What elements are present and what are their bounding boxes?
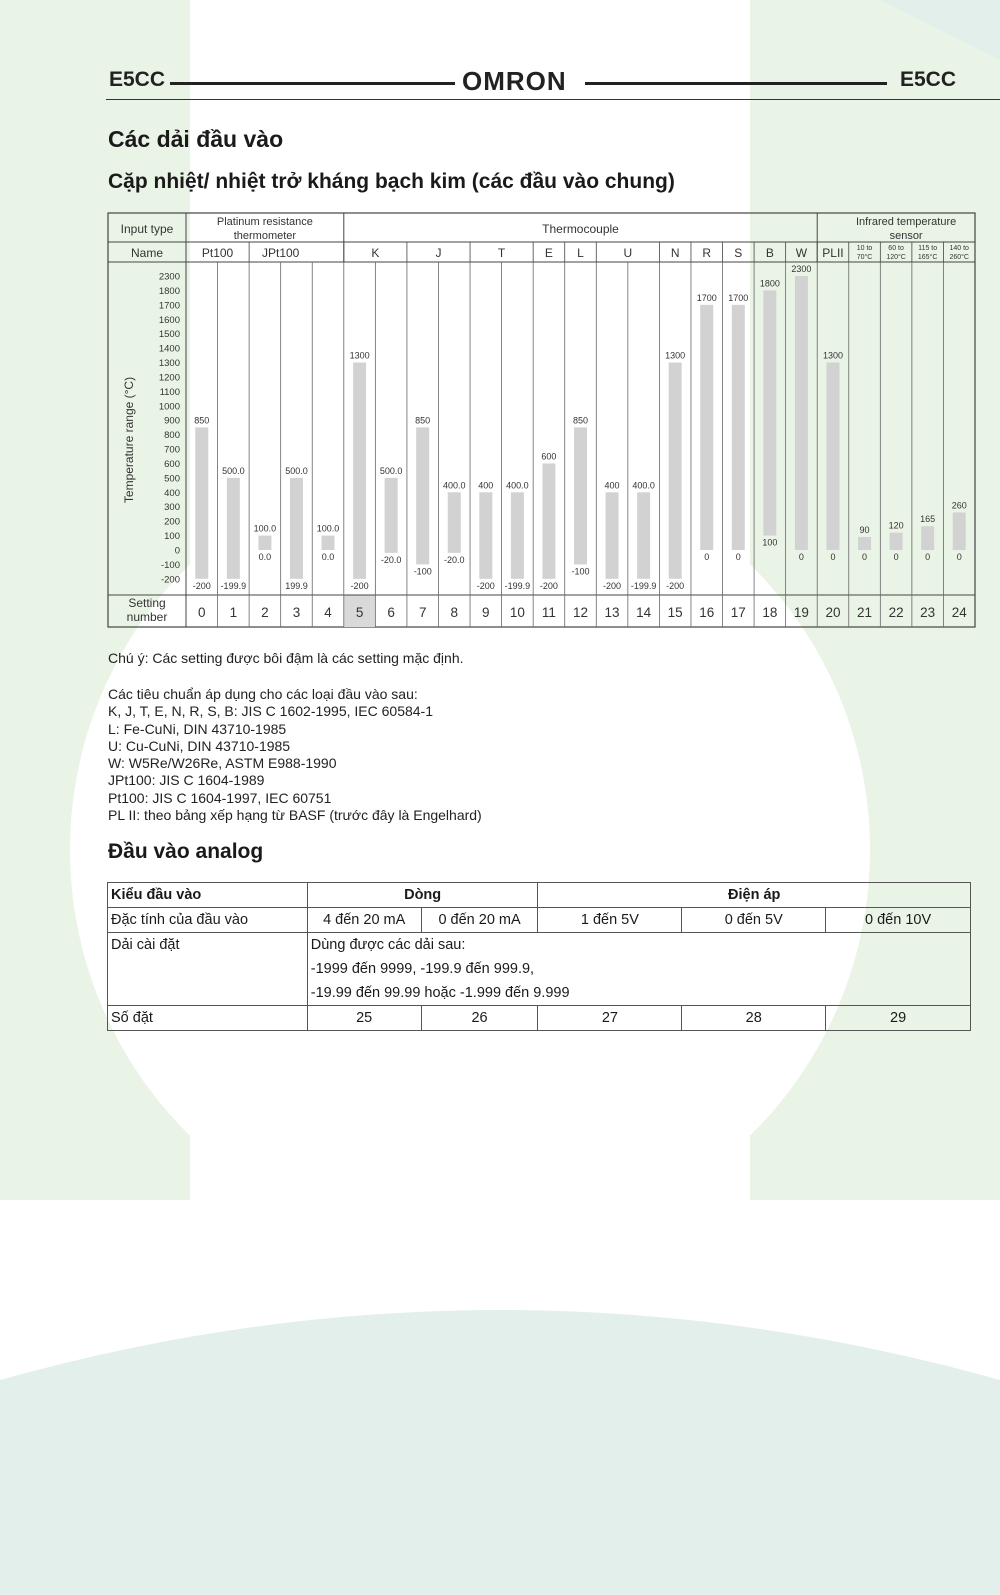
range-line: Dùng được các dải sau: xyxy=(310,937,466,953)
sensor-name: E xyxy=(544,246,553,260)
number-label: Số đặt xyxy=(108,1006,308,1031)
subsection-title: Cặp nhiệt/ nhiệt trở kháng bạch kim (các đầu vào chung) xyxy=(108,170,675,193)
setting-number: 23 xyxy=(920,605,936,620)
sensor-name: J xyxy=(435,246,442,260)
number-cell: 25 xyxy=(307,1006,421,1031)
range-bar xyxy=(795,276,808,550)
bar-max-label: 400 xyxy=(604,480,620,491)
y-tick-label: 100 xyxy=(164,531,180,543)
y-tick-label: 200 xyxy=(164,516,180,528)
y-tick-label: 900 xyxy=(164,415,180,427)
table-row xyxy=(108,908,971,933)
type-label: Kiểu đầu vào xyxy=(108,883,308,908)
range-bar xyxy=(416,427,429,564)
group-platinum-line1: Platinum resistance xyxy=(216,216,313,228)
bar-min-label: 0 xyxy=(704,551,710,562)
standard-line: W: W5Re/W26Re, ASTM E988-1990 xyxy=(108,755,337,772)
setting-number: 0 xyxy=(198,605,206,620)
sensor-name-line2: 70°C xyxy=(856,254,873,261)
bar-max-label: 165 xyxy=(920,514,936,525)
bar-min-label: -200 xyxy=(192,580,211,591)
input-range-chart xyxy=(0,0,1000,640)
bar-min-label: 0 xyxy=(735,551,741,562)
bar-min-label: -200 xyxy=(350,580,369,591)
sensor-name: R xyxy=(702,246,712,260)
y-tick-label: 800 xyxy=(164,430,180,442)
bar-max-label: 1300 xyxy=(349,350,370,361)
bar-max-label: 1700 xyxy=(728,292,749,303)
bar-min-label: 0 xyxy=(798,551,804,562)
omron-logo: OMRON xyxy=(462,66,567,96)
bar-max-label: 500.0 xyxy=(222,465,245,476)
sensor-name: K xyxy=(371,246,380,260)
setting-number: 8 xyxy=(450,605,459,620)
sensor-name: JPt100 xyxy=(262,246,300,260)
char-cell: 4 đến 20 mA xyxy=(307,908,421,933)
char-label: Đặc tính của đầu vào xyxy=(108,908,308,933)
input-type-label: Input type xyxy=(120,222,174,236)
bar-max-label: 1300 xyxy=(822,350,843,361)
bar-max-label: 120 xyxy=(888,520,904,531)
range-bar xyxy=(574,427,587,564)
y-tick-label: 600 xyxy=(164,458,180,470)
range-bar xyxy=(511,492,524,579)
setting-number: 18 xyxy=(762,605,778,620)
sensor-name: S xyxy=(734,246,743,260)
setting-number: 4 xyxy=(324,605,332,620)
bar-min-label: -20.0 xyxy=(444,554,465,565)
bar-max-label: 850 xyxy=(194,415,210,426)
range-bar xyxy=(669,363,682,579)
bar-max-label: 90 xyxy=(859,525,870,536)
bar-min-label: -199.9 xyxy=(220,580,247,591)
sensor-name: U xyxy=(623,246,633,260)
setting-number: 14 xyxy=(636,605,652,620)
bar-min-label: 0 xyxy=(862,551,868,562)
range-bar xyxy=(700,305,713,550)
table-row xyxy=(108,883,971,908)
bar-max-label: 1300 xyxy=(665,350,686,361)
bar-min-label: 199.9 xyxy=(285,580,308,591)
standard-line: U: Cu-CuNi, DIN 43710-1985 xyxy=(108,737,291,754)
range-bar xyxy=(322,536,335,550)
default-setting-note: Chú ý: Các setting được bôi đậm là các setting mặc định. xyxy=(108,650,464,666)
range-bar xyxy=(953,512,966,549)
y-tick-label: 1300 xyxy=(158,358,180,370)
bar-min-label: 0.0 xyxy=(321,551,335,562)
setting-number: 15 xyxy=(667,605,683,620)
sensor-name: W xyxy=(795,246,808,260)
setting-number: 11 xyxy=(541,605,556,620)
y-tick-label: 0 xyxy=(174,545,180,557)
bar-min-label: 100 xyxy=(762,537,778,548)
standard-line: JPt100: JIS C 1604-1989 xyxy=(108,772,265,789)
sensor-name-line1: 140 to xyxy=(949,245,969,252)
sensor-name: T xyxy=(497,246,506,260)
sensor-name: PLII xyxy=(822,246,844,260)
bar-max-label: 100.0 xyxy=(316,523,340,534)
number-cell: 29 xyxy=(826,1006,971,1031)
range-bar xyxy=(826,363,839,550)
bar-max-label: 500.0 xyxy=(379,465,403,476)
setting-number: 12 xyxy=(572,605,589,620)
range-bar xyxy=(858,537,871,550)
range-bar xyxy=(921,526,934,550)
setting-number: 24 xyxy=(951,605,967,620)
bar-min-label: 0 xyxy=(925,551,931,562)
bar-min-label: -20.0 xyxy=(380,554,402,565)
range-bar xyxy=(227,478,240,579)
range-cell xyxy=(307,933,970,1006)
y-tick-label: 1400 xyxy=(158,343,180,355)
sensor-name-line1: 10 to xyxy=(856,245,873,252)
bar-max-label: 400 xyxy=(478,480,494,491)
y-tick-label: 1000 xyxy=(158,401,180,413)
bar-min-label: -200 xyxy=(476,580,495,591)
setting-number: 17 xyxy=(730,605,746,620)
group-infrared-line1: Infrared temperature xyxy=(855,216,957,228)
setting-number: 5 xyxy=(355,605,364,620)
range-bar xyxy=(385,478,398,553)
number-cell: 28 xyxy=(682,1006,826,1031)
y-tick-label: -200 xyxy=(160,574,180,586)
bar-max-label: 1700 xyxy=(696,292,717,303)
sensor-name: B xyxy=(765,246,774,260)
bar-min-label: -200 xyxy=(603,580,622,591)
bar-max-label: 500.0 xyxy=(285,465,308,476)
setting-number: 13 xyxy=(604,605,620,620)
standard-line: L: Fe-CuNi, DIN 43710-1985 xyxy=(108,720,287,737)
sensor-name: L xyxy=(577,246,584,260)
setting-number: 6 xyxy=(387,605,395,620)
range-bar xyxy=(606,492,619,579)
setting-number: 21 xyxy=(857,605,873,620)
number-cell: 26 xyxy=(421,1006,538,1031)
group-infrared-line2: sensor xyxy=(889,230,923,242)
setting-number: 7 xyxy=(418,605,427,620)
bar-min-label: 0 xyxy=(830,551,836,562)
range-label xyxy=(108,933,308,1006)
bar-max-label: 600 xyxy=(541,451,557,462)
bar-max-label: 400.0 xyxy=(506,480,529,491)
standard-line: Pt100: JIS C 1604-1997, IEC 60751 xyxy=(108,789,332,806)
range-bar xyxy=(763,290,776,535)
range-bar xyxy=(258,536,271,550)
current-label: Dòng xyxy=(307,883,538,908)
group-platinum-line2: thermometer xyxy=(233,230,297,242)
bar-min-label: -200 xyxy=(666,580,685,591)
char-cell: 0 đến 10V xyxy=(826,908,971,933)
header-right-model: E5CC xyxy=(899,68,956,91)
y-tick-label: 2300 xyxy=(158,271,180,283)
range-bar xyxy=(195,427,208,578)
range-bar xyxy=(637,492,650,579)
y-tick-label: 1100 xyxy=(159,386,180,398)
bar-max-label: 850 xyxy=(572,415,589,426)
setting-number: 1 xyxy=(229,605,238,620)
setting-label: Setting xyxy=(128,596,166,610)
setting-number: 20 xyxy=(825,605,841,620)
range-bar xyxy=(290,478,303,579)
setting-number: 10 xyxy=(509,605,525,620)
bar-min-label: -200 xyxy=(539,580,558,591)
bar-min-label: 0 xyxy=(956,551,962,562)
range-bar xyxy=(542,463,555,578)
setting-number: 16 xyxy=(699,605,715,620)
range-bar xyxy=(890,533,903,550)
y-tick-label: 300 xyxy=(164,502,180,514)
sensor-name-line2: 165°C xyxy=(917,254,938,261)
bar-min-label: -199.9 xyxy=(630,580,657,591)
y-tick-label: 1500 xyxy=(158,329,180,341)
range-bar xyxy=(448,492,461,553)
table-row xyxy=(108,1006,971,1031)
y-tick-label: 1700 xyxy=(158,300,180,312)
sensor-name-line2: 260°C xyxy=(949,254,969,261)
table-row xyxy=(108,933,971,1006)
y-tick-label: 1800 xyxy=(158,285,180,297)
bar-max-label: 400.0 xyxy=(632,480,655,491)
bar-min-label: 0.0 xyxy=(258,551,272,562)
number-cell: 27 xyxy=(538,1006,682,1031)
range-bar xyxy=(732,305,745,550)
bar-min-label: -199.9 xyxy=(504,580,531,591)
bar-max-label: 850 xyxy=(415,415,431,426)
analog-title: Đầu vào analog xyxy=(108,840,264,863)
standard-line: K, J, T, E, N, R, S, B: JIS C 1602-1995, IEC 60584-1 xyxy=(108,703,434,720)
standard-line: PL II: theo bảng xếp hạng từ BASF (trước đây là Engelhard) xyxy=(108,807,482,824)
sensor-name-line2: 120°C xyxy=(886,254,906,261)
section-title: Các dải đầu vào xyxy=(108,126,284,152)
y-tick-label: -100 xyxy=(160,559,180,571)
bar-max-label: 2300 xyxy=(791,264,812,274)
setting-label: number xyxy=(126,610,168,624)
range-line: -19.99 đến 99.99 hoặc -1.999 đến 9.999 xyxy=(310,985,570,1001)
bar-max-label: 400.0 xyxy=(442,480,466,491)
setting-number: 9 xyxy=(482,605,490,620)
range-line: -1999 đến 9999, -199.9 đến 999.9, xyxy=(310,961,535,977)
y-tick-label: 1200 xyxy=(158,372,180,384)
y-tick-label: 1600 xyxy=(158,314,180,326)
bar-min-label: -100 xyxy=(571,566,590,577)
bar-min-label: 0 xyxy=(893,551,899,562)
range-bar xyxy=(479,492,492,579)
setting-number: 19 xyxy=(793,605,809,620)
sensor-name: N xyxy=(670,246,680,260)
char-cell: 1 đến 5V xyxy=(538,908,682,933)
setting-number: 3 xyxy=(292,605,301,620)
char-cell: 0 đến 20 mA xyxy=(421,908,538,933)
setting-number: 2 xyxy=(261,605,269,620)
char-cell: 0 đến 5V xyxy=(682,908,826,933)
analog-input-table xyxy=(107,882,971,1031)
group-thermocouple: Thermocouple xyxy=(542,222,619,236)
range-bar xyxy=(353,363,366,579)
bar-max-label: 100.0 xyxy=(253,523,277,534)
range-label-text: Dải cài đặt xyxy=(111,937,180,953)
header-left-model: E5CC xyxy=(109,68,166,91)
y-tick-label: 500 xyxy=(164,473,180,485)
y-tick-label: 700 xyxy=(164,444,180,456)
sensor-name-line1: 60 to xyxy=(888,245,904,252)
sensor-name-line1: 115 to xyxy=(918,245,938,252)
sensor-name: Pt100 xyxy=(201,246,234,260)
name-label: Name xyxy=(130,246,164,260)
standards-list xyxy=(108,686,482,824)
bar-max-label: 1800 xyxy=(759,278,780,289)
setting-number: 22 xyxy=(888,605,904,620)
standards-intro: Các tiêu chuẩn áp dụng cho các loại đầu vào sau: xyxy=(108,686,418,702)
voltage-label: Điện áp xyxy=(538,883,971,908)
bar-max-label: 260 xyxy=(951,500,967,511)
bar-min-label: -100 xyxy=(413,566,432,577)
y-axis-label: Temperature range (°C) xyxy=(122,376,136,504)
y-tick-label: 400 xyxy=(164,487,180,499)
